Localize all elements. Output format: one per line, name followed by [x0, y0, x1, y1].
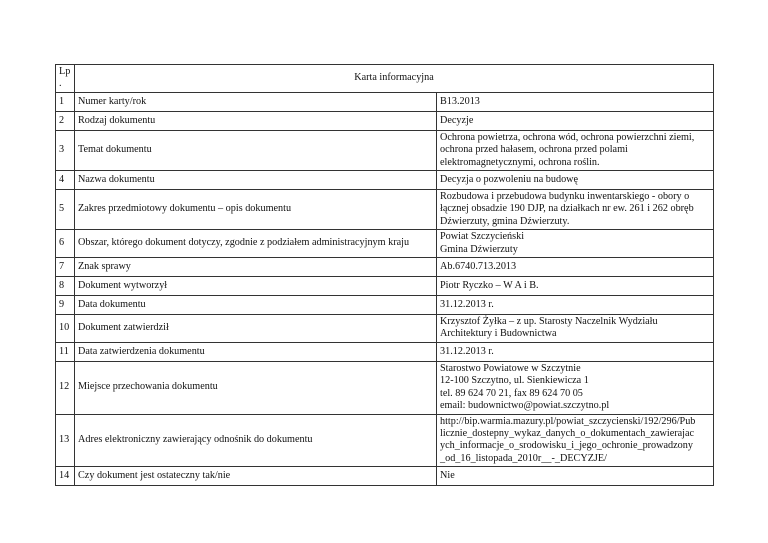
row-value-line: Decyzja o pozwoleniu na budowę — [440, 173, 579, 185]
table-row — [56, 130, 714, 170]
row-number: 2 — [56, 111, 75, 130]
row-value — [437, 171, 714, 190]
table-row — [56, 315, 714, 343]
row-value — [437, 258, 714, 277]
row-label: Znak sprawy — [75, 258, 437, 277]
row-value — [437, 296, 714, 315]
row-value — [437, 315, 714, 343]
row-value — [437, 111, 714, 130]
row-label: Obszar, którego dokument dotyczy, zgodnie z podziałem administracyjnym kraju — [75, 230, 437, 258]
row-value-line: 12-100 Szczytno, ul. Sienkiewicza 1 — [440, 375, 589, 387]
row-value-line: 31.12.2013 r. — [440, 298, 494, 310]
row-value-line: Nie — [440, 469, 455, 481]
row-number: 6 — [56, 230, 75, 258]
lp-header: Lp. — [56, 65, 75, 93]
row-number: 12 — [56, 361, 75, 414]
row-value-line: http://bip.warmia.mazury.pl/powiat_szczycienski/192/296/Pub — [440, 415, 696, 427]
information-card-table — [55, 64, 714, 486]
row-label: Temat dokumentu — [75, 130, 437, 170]
row-value-line: tel. 89 624 70 21, fax 89 624 70 05 — [440, 387, 583, 399]
row-label: Dokument zatwierdził — [75, 315, 437, 343]
row-value-line: ych_informacje_o_srodowisku_i_jego_ochronie_prowadzony — [440, 440, 693, 452]
row-value-line: elektromagnetycznymi, ochrona roślin. — [440, 156, 600, 168]
row-label: Adres elektroniczny zawierający odnośnik do dokumentu — [75, 414, 437, 467]
row-value-line: Piotr Ryczko – W A i B. — [440, 279, 539, 291]
table-row — [56, 258, 714, 277]
row-label: Miejsce przechowania dokumentu — [75, 361, 437, 414]
row-value — [437, 342, 714, 361]
row-number: 14 — [56, 467, 75, 486]
row-value — [437, 361, 714, 414]
row-number: 11 — [56, 342, 75, 361]
row-value-line: licznie_dostepny_wykaz_danych_o_dokumentach_zawierajac — [440, 427, 695, 439]
card-title: Karta informacyjna — [75, 65, 714, 93]
table-row — [56, 230, 714, 258]
row-value-line: Powiat Szczycieński — [440, 231, 525, 243]
row-value-line: Rozbudowa i przebudowa budynku inwentarskiego - obory o — [440, 191, 690, 203]
row-number: 1 — [56, 92, 75, 111]
row-number: 10 — [56, 315, 75, 343]
table-row — [56, 190, 714, 230]
table-row — [56, 92, 714, 111]
row-value-line: Gmina Dźwierzuty — [440, 243, 518, 255]
row-value-line: _od_16_listopada_2010r__-_DECYZJE/ — [440, 452, 607, 464]
row-value-line: Starostwo Powiatowe w Szczytnie — [440, 362, 581, 374]
row-label: Dokument wytworzył — [75, 277, 437, 296]
row-value-line: Decyzje — [440, 114, 474, 126]
row-number: 8 — [56, 277, 75, 296]
row-number: 4 — [56, 171, 75, 190]
row-number: 3 — [56, 130, 75, 170]
row-label: Czy dokument jest ostateczny tak/nie — [75, 467, 437, 486]
row-value — [437, 467, 714, 486]
header-row — [56, 65, 714, 93]
table-row — [56, 171, 714, 190]
table-row — [56, 296, 714, 315]
row-value-line: Krzysztof Żyłka – z up. Starosty Naczelnik Wydziału — [440, 316, 658, 328]
row-value-line: B13.2013 — [440, 95, 480, 107]
table-row — [56, 467, 714, 486]
row-value-line: 31.12.2013 r. — [440, 345, 494, 357]
row-value — [437, 92, 714, 111]
row-number: 5 — [56, 190, 75, 230]
table-row — [56, 111, 714, 130]
table-row — [56, 414, 714, 467]
row-number: 7 — [56, 258, 75, 277]
row-number: 9 — [56, 296, 75, 315]
row-value-line: Ochrona powietrza, ochrona wód, ochrona powierzchni ziemi, — [440, 131, 695, 143]
table-row — [56, 342, 714, 361]
row-number: 13 — [56, 414, 75, 467]
table-row — [56, 277, 714, 296]
row-value-line: Dźwierzuty, gmina Dźwierzuty. — [440, 215, 570, 227]
table-row — [56, 361, 714, 414]
row-value — [437, 414, 714, 467]
row-value — [437, 277, 714, 296]
row-value — [437, 130, 714, 170]
row-label: Zakres przedmiotowy dokumentu – opis dokumentu — [75, 190, 437, 230]
row-value-line: łącznej obsadzie 190 DJP, na działkach nr ew. 261 i 262 obręb — [440, 203, 694, 215]
row-value-line: email: budownictwo@powiat.szczytno.pl — [440, 400, 610, 412]
row-value-line: Architektury i Budownictwa — [440, 328, 557, 340]
row-label: Rodzaj dokumentu — [75, 111, 437, 130]
row-label: Data zatwierdzenia dokumentu — [75, 342, 437, 361]
row-label: Nazwa dokumentu — [75, 171, 437, 190]
row-value-line: ochrona przed hałasem, ochrona przed polami — [440, 144, 628, 156]
row-label: Numer karty/rok — [75, 92, 437, 111]
row-value-line: Ab.6740.713.2013 — [440, 260, 517, 272]
row-value — [437, 190, 714, 230]
row-label: Data dokumentu — [75, 296, 437, 315]
row-value — [437, 230, 714, 258]
